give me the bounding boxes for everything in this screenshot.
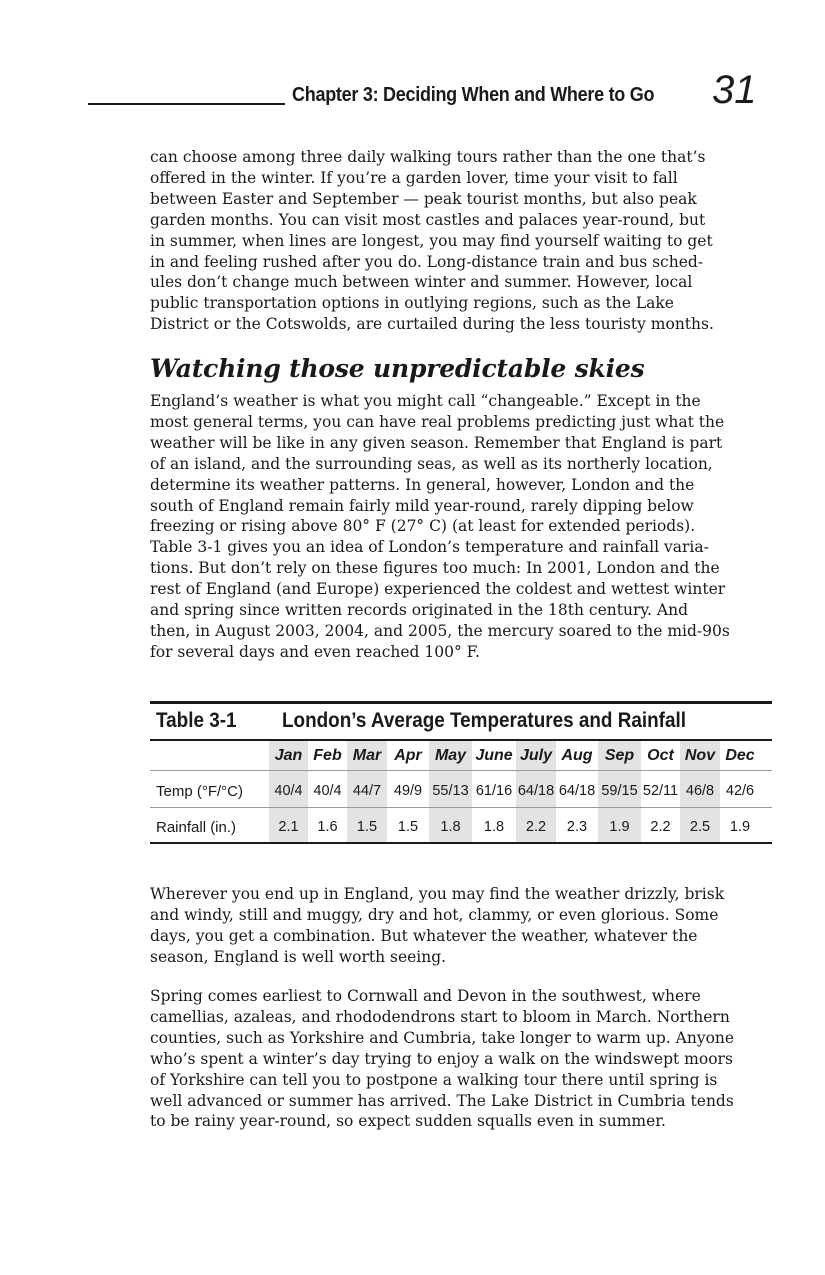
temp-row-label: Temp (°F/°C) — [156, 783, 243, 800]
text-line: then, in August 2003, 2004, and 2005, the mercury soared to the mid-90s — [150, 621, 730, 640]
text-line: well advanced or summer has arrived. The Lake District in Cumbria tends — [150, 1091, 734, 1110]
text-line: garden months. You can visit most castles and palaces year-round, but — [150, 210, 706, 229]
temp-cell: 55/13 — [432, 783, 469, 799]
text-line: Table 3-1 gives you an idea of London’s temperature and rainfall varia- — [150, 538, 709, 557]
rain-cell: 2.2 — [525, 819, 547, 835]
text-line: freezing or rising above 80° F (27° C) (at least for extended periods). — [150, 517, 696, 536]
rain-cell: 1.9 — [609, 819, 630, 835]
paragraph-4 — [150, 986, 772, 1132]
rain-cell: 1.9 — [729, 819, 751, 835]
text-line: in summer, when lines are longest, you may find yourself waiting to get — [150, 231, 713, 250]
month-header: Sep — [604, 747, 635, 764]
text-line: weather will be like in any given season. Remember that England is part — [150, 433, 723, 452]
rain-cell: 1.5 — [356, 819, 378, 835]
text-line: determine its weather patterns. In general, however, London and the — [150, 475, 695, 494]
paragraph-1 — [150, 147, 772, 335]
month-header: Aug — [561, 747, 593, 764]
header-rule — [88, 103, 285, 105]
rain-cell: 2.2 — [650, 819, 671, 835]
text-line: Spring comes earliest to Cornwall and Devon in the southwest, where — [150, 987, 701, 1005]
rain-cell: 2.1 — [278, 819, 299, 835]
temp-cell: 46/8 — [685, 783, 715, 799]
temp-cell: 44/7 — [352, 783, 382, 799]
month-header: May — [434, 747, 467, 764]
month-header: Apr — [394, 747, 422, 764]
section-heading: Watching those unpredictable skies — [150, 354, 645, 383]
text-line: south of England remain fairly mild year-round, rarely dipping below — [150, 496, 694, 515]
text-line: can choose among three daily walking tours rather than the one that’s — [150, 148, 706, 166]
text-line: England’s weather is what you might call “changeable.” Except in the — [150, 392, 701, 410]
text-line: of Yorkshire can tell you to postpone a walking tour there until spring is — [150, 1070, 718, 1089]
text-line: of an island, and the surrounding seas, as well as its northerly location, — [150, 454, 713, 473]
month-header: July — [519, 747, 552, 764]
text-line: days, you get a combination. But whatever the weather, whatever the — [150, 926, 698, 945]
rain-cell: 1.8 — [440, 819, 461, 835]
month-header: Mar — [352, 747, 382, 764]
temp-cell: 59/15 — [601, 783, 638, 799]
table-row-rule — [150, 807, 772, 808]
chapter-title: Chapter 3: Deciding When and Where to Go — [292, 84, 655, 106]
table-top-rule — [150, 701, 772, 704]
text-line: tions. But don’t rely on these figures too much: In 2001, London and the — [150, 559, 720, 578]
text-line: to be rainy year-round, so expect sudden squalls even in summer. — [150, 1112, 666, 1131]
rain-cell: 2.5 — [689, 819, 711, 835]
temp-cell: 64/18 — [558, 783, 596, 799]
table-header-rule — [150, 770, 772, 771]
text-line: District or the Cotswolds, are curtailed during the less touristy months. — [150, 315, 714, 334]
text-line: for several days and even reached 100° F. — [150, 642, 480, 661]
text-line: public transportation options in outlying regions, such as the Lake — [150, 294, 674, 313]
month-header: Feb — [313, 747, 342, 764]
paragraph-3 — [150, 884, 772, 968]
text-line: camellias, azaleas, and rhododendrons start to bloom in March. Northern — [150, 1007, 730, 1026]
temp-cell: 40/4 — [313, 783, 342, 799]
text-line: season, England is well worth seeing. — [150, 947, 447, 966]
temp-cell: 64/18 — [517, 783, 555, 799]
month-header: Oct — [647, 747, 674, 764]
temp-cell: 49/9 — [393, 783, 423, 799]
text-line: between Easter and September — peak tourist months, but also peak — [150, 189, 697, 208]
text-line: offered in the winter. If you’re a garden lover, time your visit to fall — [150, 168, 678, 187]
month-header: Jan — [274, 747, 303, 764]
text-line: in and feeling rushed after you do. Long-distance train and bus sched- — [150, 252, 704, 271]
rain-cell: 1.6 — [317, 819, 338, 835]
temp-cell: 61/16 — [475, 783, 513, 799]
text-line: counties, such as Yorkshire and Cumbria, take longer to warm up. Anyone — [150, 1028, 735, 1047]
text-line: and windy, still and muggy, dry and hot, clammy, or even glorious. Some — [150, 905, 719, 924]
temp-cell: 42/6 — [725, 783, 755, 799]
table-title: London’s Average Temperatures and Rainfall — [282, 709, 686, 732]
month-header: June — [475, 747, 513, 764]
table-bottom-rule — [150, 842, 772, 844]
rain-cell: 1.8 — [483, 819, 505, 835]
rain-row-label: Rainfall (in.) — [156, 819, 237, 836]
month-header: Dec — [725, 747, 755, 764]
text-line: who’s spent a winter’s day trying to enjoy a walk on the windswept moors — [150, 1049, 733, 1068]
paragraph-2 — [150, 391, 772, 663]
temp-cell: 52/11 — [642, 783, 679, 799]
text-line: Wherever you end up in England, you may find the weather drizzly, brisk — [150, 885, 725, 903]
text-line: most general terms, you can have real problems predicting just what the — [150, 412, 725, 431]
table-label: Table 3-1 — [156, 709, 237, 732]
text-line: ules don’t change much between winter and summer. However, local — [150, 273, 693, 292]
rain-cell: 1.5 — [397, 819, 419, 835]
rain-cell: 2.3 — [566, 819, 588, 835]
temp-cell: 40/4 — [274, 783, 303, 799]
page-number: 31 — [712, 68, 757, 112]
month-header: Nov — [684, 747, 716, 764]
text-line: and spring since written records originated in the 18th century. And — [150, 601, 689, 620]
text-line: rest of England (and Europe) experienced the coldest and wettest winter — [150, 580, 726, 599]
